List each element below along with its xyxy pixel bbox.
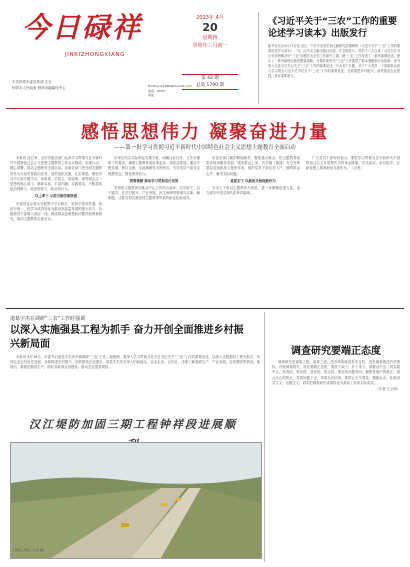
lead-subheadline: ——第一批学习贯彻习近平新时代中国特色社会主义思想主题教育全面启动 bbox=[114, 145, 296, 151]
photo-story-headline[interactable]: 汉江堤防加固三期工程钟祥段进展顺 bbox=[29, 418, 237, 431]
section-subhead: 以上率下 示范引领学深悟透 bbox=[35, 194, 77, 199]
contact-line: 地址： bbox=[148, 93, 158, 97]
second-story-body bbox=[10, 355, 260, 407]
lead-column-4 bbox=[306, 156, 400, 304]
contact-line: Email:jrzx1986@foxmail.com bbox=[148, 84, 192, 88]
photo-caption: 工程施工现场（记者 摄） bbox=[12, 548, 46, 552]
editorial-byline: （作者 王文明） bbox=[375, 387, 400, 392]
issue-number: 第 42 期 bbox=[201, 76, 219, 81]
date-year-month: 2023年 4月 bbox=[196, 15, 224, 21]
editorial-headline[interactable]: 调查研究要端正态度 bbox=[291, 346, 381, 357]
paragraph: 市委常委会带头开展集中学习研讨，坚持学思用贯通、知信行统一，把学习成效转化为推动高质量发展的强大动力。各级领导干部深入基层一线，围绕群众急难愁盼问题开展调查研究，推动主题教育走深走实。 bbox=[10, 201, 102, 222]
paragraph: 本报讯 4月18日，市委书记诸葛宇杰到乡镇调研“三农”工作。他强调，要深入学习贯彻习近平总书记关于“三农”工作的重要论述，以深入实施强县工程为抓手，坚持农业农村优先发展，全面推进乡村振兴，加快建设农业强市。诸葛宇杰先后深入田间地头、农业企业、合作社，详细了解春耕生产、产业发展、农民增收等情况。他指出，要稳定粮食生产，抓好高标准农田建设，推动农业提质增效。 bbox=[10, 355, 260, 370]
date-block bbox=[180, 14, 240, 50]
lead-column-2 bbox=[108, 156, 200, 304]
date-lunar: 癸卯年三月初一 bbox=[192, 43, 228, 49]
paragraph: 广大党员干部纷纷表示，要把学习贯彻习近平新时代中国特色社会主义思想作为终身必修课，学以致用、用以促学，在新征程上展现新担当新作为。（记者） bbox=[306, 156, 400, 171]
paragraph: 市直各部门紧扣职能职责，聚焦重点难点，把主题教育成果体现到服务发展、服务群众上来。各乡镇（街道）充分发挥基层党组织战斗堡垒作用，组织党员干部走村入户，倾听群众心声，解决实际问题。 bbox=[206, 156, 300, 176]
issue-block bbox=[182, 72, 238, 92]
section-divider bbox=[6, 308, 404, 309]
masthead-pinyin: JINRIZHONGXIANG bbox=[65, 52, 125, 58]
paragraph: 调查研究是谋事之基、成事之道。没有调查就没有发言权，没有调查就没有决策权。开展调查研究，首先要端正态度，要放下架子、扑下身子，到群众中去、到实践中去，听真话、察实情、获真知、收实效。要坚持问题导向，聚焦发展中的难点、群众关心的热点，带着问题下去，带着办法回来。要防止走马观花、蜻蜓点水，杜绝形式主义、官僚主义，切实把调查研究成果转化为推动工作的实际成效。 bbox=[272, 360, 400, 385]
column-divider bbox=[264, 312, 265, 562]
date-weekday: 星期四 bbox=[202, 35, 218, 41]
issue-total: 总第 1790 期 bbox=[196, 83, 224, 88]
second-story-headline[interactable]: 以深入实施强县工程为抓手 奋力开创全面推进乡村振兴新局面 bbox=[10, 325, 244, 350]
lead-column-3 bbox=[206, 156, 300, 304]
publisher-line: 中共钟祥市委宣传部 主办 bbox=[12, 80, 52, 84]
paragraph: 本报讯 连日来，全市各级各部门认真学习贯彻习近平新时代中国特色社会主义思想主题教育工作会议精神，迅速行动、精心部署，推动主题教育全面启动。各地各部门把开展主题教育作为当前首要政治任务，周密组织实施，扎实推进。理论学习中心组专题学习，读原著、学原文、悟原理，深刻领会这一思想的核心要义、精神实质、丰富内涵、实践要求，不断提高政治判断力、政治领悟力、政治执行力。 bbox=[10, 156, 102, 192]
second-story-kicker: 诸葛宇杰在调研“三农”工作时强调 bbox=[10, 316, 86, 322]
paragraph: 全市上下将以主题教育为契机，进一步凝聚奋进力量，奋力谱写中国式现代化钟祥篇章。 bbox=[206, 186, 300, 196]
section-subhead: 真抓实干 以新担当展现新作为 bbox=[230, 178, 276, 183]
photo-illustration bbox=[11, 443, 261, 558]
masthead-title: 今日碌祥 bbox=[22, 11, 143, 44]
masthead-rule bbox=[6, 108, 404, 109]
top-story-headline[interactable]: 《习近平关于“三农”工作的重要论述学习读本》出版发行 bbox=[268, 17, 397, 39]
column-divider bbox=[258, 12, 259, 104]
section-subhead: 统筹兼顾 推动学习贯彻见行见效 bbox=[129, 178, 179, 183]
construction-photo bbox=[10, 442, 262, 559]
publisher-line: 钟祥市人民政府 钟祥市融媒体中心 bbox=[12, 85, 66, 90]
date-day: 20 bbox=[202, 21, 218, 34]
lead-column-1 bbox=[10, 156, 102, 304]
paragraph: 各单位结合实际制定实施方案，明确目标任务、方法步骤和工作要求，确保主题教育高标准起步、高质量推进。通过专题党课、研讨交流、实地调研等多种形式，引导党员干部坚定理想信念，强化使命担当。 bbox=[108, 156, 200, 176]
publisher-info bbox=[12, 80, 162, 91]
editorial-body bbox=[272, 360, 400, 550]
contact-line: 电话：0724- bbox=[148, 88, 166, 93]
top-story-body: 新华社北京4月17日电 近日，中共中央党史和文献研究院编辑的《习近平关于“三农”工作的重要论述学习读本》一书，由中央文献出版社出版，在全国发行。党的十八大以来，习近平总书记坚持把解决好“三农”问题作为全党工作重中之重，就“三农”工作发表了一系列重要论述，提出了一系列新理念新思想新战略，为做好新时代“三农”工作提供了根本遵循和行动指南。该书收入习近平总书记关于“三农”工作的重要论述，分为若干专题，对于广大党员、干部和群众深入学习领会习近平总书记关于“三农”工作的重要论述，全面推进乡村振兴，加快建设农业强国，具有重要意义。 bbox=[268, 44, 400, 78]
paragraph: 坚持把主题教育同推动中心工作结合起来，以学促干、以干践学，在乡村振兴、产业发展、民生保障等领域办实事、解难题，让群众切实感受到主题教育带来的新变化新成效。 bbox=[108, 186, 200, 201]
lead-headline[interactable]: 感悟思想伟力 凝聚奋进力量 bbox=[80, 122, 330, 143]
